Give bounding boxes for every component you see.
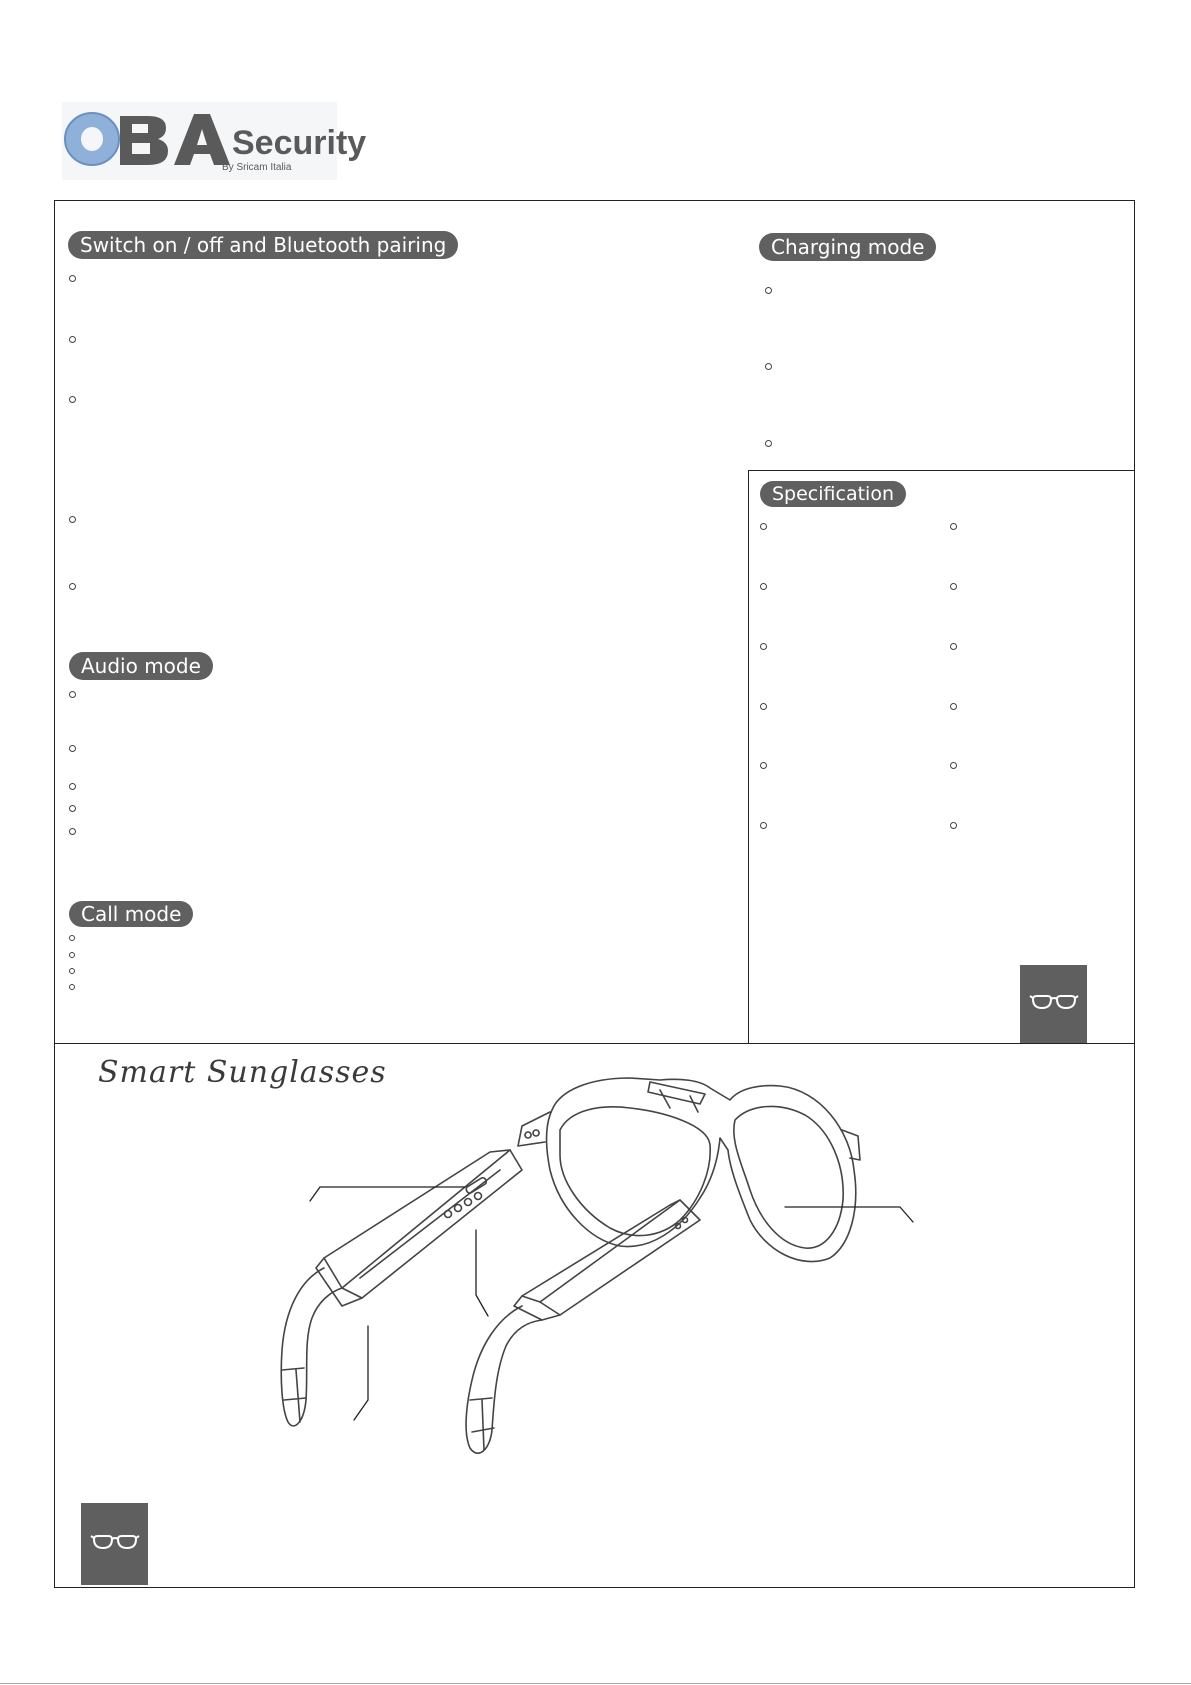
bullet-circle-icon — [950, 583, 957, 590]
bullet-circle-icon — [69, 952, 75, 958]
bullet-circle-icon — [950, 822, 957, 829]
bullet-circle-icon — [69, 275, 76, 282]
bullet-circle-icon — [69, 516, 76, 523]
smart-sunglasses-illustration — [260, 1070, 940, 1500]
bullet-circle-icon — [765, 363, 772, 370]
logo-tagline: By Sricam Italia — [222, 162, 292, 173]
bullet-circle-icon — [950, 703, 957, 710]
section-title-call-mode: Call mode — [69, 901, 193, 927]
bullet-circle-icon — [950, 762, 957, 769]
section-title-audio-mode: Audio mode — [69, 652, 213, 680]
bullet-circle-icon — [760, 703, 767, 710]
bullet-circle-icon — [69, 828, 76, 835]
bullet-circle-icon — [950, 523, 957, 530]
bullet-circle-icon — [69, 783, 76, 790]
bullet-circle-icon — [69, 336, 76, 343]
bullet-circle-icon — [69, 968, 75, 974]
bullet-circle-icon — [765, 287, 772, 294]
bullet-circle-icon — [69, 984, 75, 990]
glasses-tile — [1020, 965, 1087, 1043]
glasses-icon — [90, 1529, 140, 1559]
section-title-charging-mode: Charging mode — [759, 233, 936, 261]
section-title-specification: Specification — [760, 481, 906, 507]
bullet-circle-icon — [760, 762, 767, 769]
bullet-circle-icon — [760, 643, 767, 650]
bullet-circle-icon — [950, 643, 957, 650]
bullet-circle-icon — [69, 805, 76, 812]
bullet-circle-icon — [69, 691, 76, 698]
bullet-circle-icon — [760, 822, 767, 829]
bullet-circle-icon — [760, 523, 767, 530]
bullet-circle-icon — [765, 440, 772, 447]
glasses-icon — [1029, 989, 1079, 1019]
specification-frame — [748, 470, 1135, 1044]
section-title-switch-pairing: Switch on / off and Bluetooth pairing — [68, 231, 458, 259]
logo-word: Security — [232, 124, 367, 162]
bullet-circle-icon — [69, 396, 76, 403]
brand-logo — [62, 102, 367, 180]
bullet-circle-icon — [69, 745, 76, 752]
bullet-circle-icon — [69, 583, 76, 590]
glasses-tile — [81, 1503, 148, 1585]
product-title: Smart Sunglasses — [98, 1055, 387, 1090]
bullet-circle-icon — [69, 935, 75, 941]
page-edge-rule — [0, 1683, 1191, 1684]
bullet-circle-icon — [760, 583, 767, 590]
